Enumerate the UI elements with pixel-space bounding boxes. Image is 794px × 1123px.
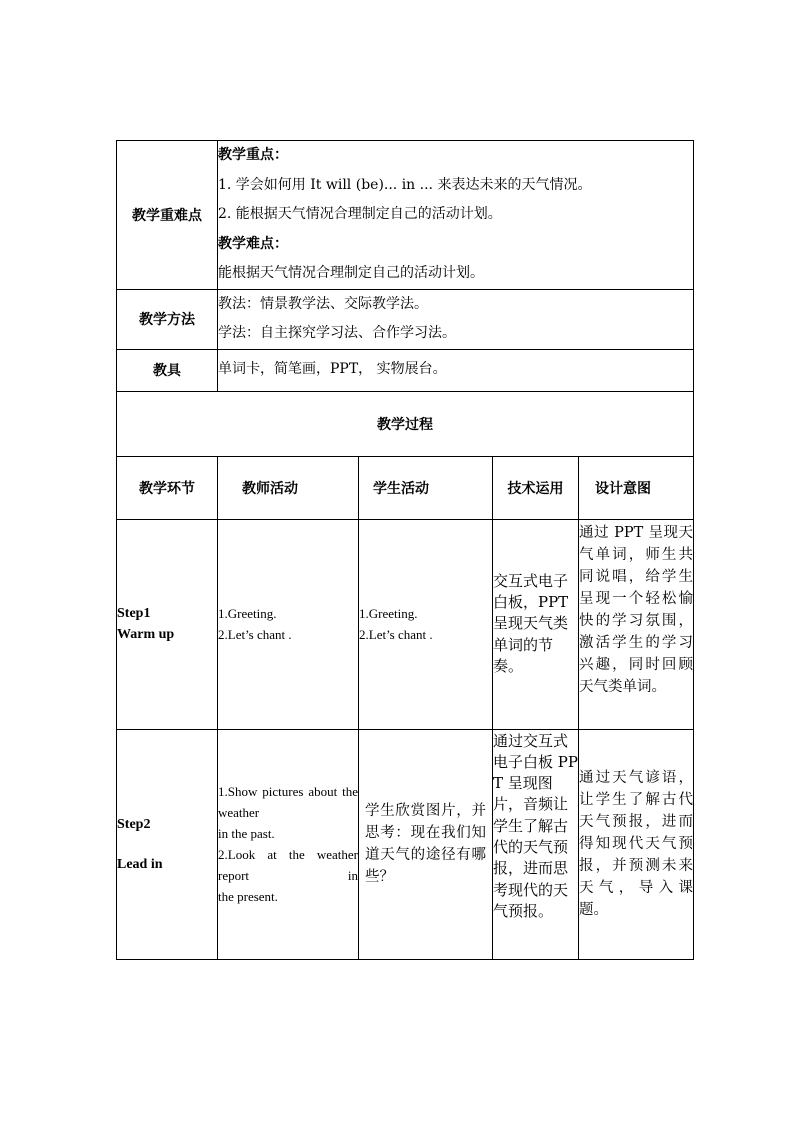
key-point-2: 2. 能根据天气情况合理制定自己的活动计划。 — [218, 206, 502, 222]
column-header: 教师活动 — [218, 456, 359, 519]
methods-label: 教学方法 — [117, 289, 218, 349]
teacher-activity-line: 1.Greeting. — [218, 606, 277, 621]
step-cell — [117, 729, 218, 959]
difficult-point: 能根据天气情况合理制定自己的活动计划。 — [218, 265, 484, 281]
table-row — [117, 729, 694, 959]
teacher-activity-line: in the past. — [218, 826, 275, 841]
process-title: 教学过程 — [117, 391, 694, 456]
column-header: 教学环节 — [117, 456, 218, 519]
tools-row — [117, 349, 694, 391]
learning-method: 学法：自主探究学习法、合作学习法。 — [218, 325, 456, 341]
tools-content — [218, 349, 694, 391]
difficult-points-title: 教学难点： — [218, 235, 288, 252]
step-subname: Lead in — [117, 856, 163, 872]
methods-row — [117, 289, 694, 349]
process-title-row — [117, 391, 694, 456]
teacher-activity — [218, 519, 359, 729]
step-subname: Warm up — [117, 627, 175, 642]
step-name: Step2 — [117, 816, 151, 832]
design-intent: 通过天气谚语，让学生了解古代天气预报，进而得知现代天气预报，并预测未来天气，导入课题。 — [579, 729, 694, 959]
step-cell — [117, 519, 218, 729]
column-header: 学生活动 — [359, 456, 493, 519]
column-header-row — [117, 456, 694, 519]
technology-use: 交互式电子白板，PPT 呈现天气类单词的节奏。 — [493, 519, 579, 729]
student-activity: 学生欣赏图片，并思考：现在我们知道天气的途径有哪些？ — [359, 729, 493, 959]
teacher-activity-line: 2.Let’s chant . — [218, 627, 292, 642]
teacher-activity-line: 2.Look at the weather report in — [218, 847, 358, 883]
teaching-method: 教法：情景教学法、交际教学法。 — [218, 295, 428, 312]
lesson-plan-table — [116, 140, 694, 960]
methods-content — [218, 289, 694, 349]
teacher-activity — [218, 729, 359, 959]
key-point-1: 1. 学会如何用 It will (be)... in ... 来表达未来的天气情况。 — [218, 176, 592, 193]
focus-content — [218, 141, 694, 290]
technology-use: 通过交互式电子白板 PPT 呈现图片，音频让学生了解古代的天气预报，进而思考现代的天气预报。 — [493, 729, 579, 959]
student-activity — [359, 519, 493, 729]
key-points-title: 教学重点： — [218, 147, 288, 163]
tools-text: 单词卡，简笔画，PPT， 实物展台。 — [218, 361, 447, 378]
design-intent: 通过 PPT 呈现天气单词，师生共同说唱，给学生呈现一个轻松愉快的学习氛围，激活学生的学习兴趣，同时回顾天气类单词。 — [579, 519, 694, 729]
table-row — [117, 519, 694, 729]
teacher-activity-line: the present. — [218, 889, 278, 904]
student-activity-line: 2.Let’s chant . — [359, 627, 433, 642]
column-header: 设计意图 — [579, 456, 694, 519]
student-activity-line: 1.Greeting. — [359, 606, 418, 621]
tools-label: 教具 — [117, 349, 218, 391]
step-name: Step1 — [117, 606, 151, 621]
focus-label: 教学重难点 — [117, 141, 218, 290]
teacher-activity-line: 1.Show pictures about the weather — [218, 784, 358, 820]
column-header: 技术运用 — [493, 456, 579, 519]
focus-row — [117, 141, 694, 290]
